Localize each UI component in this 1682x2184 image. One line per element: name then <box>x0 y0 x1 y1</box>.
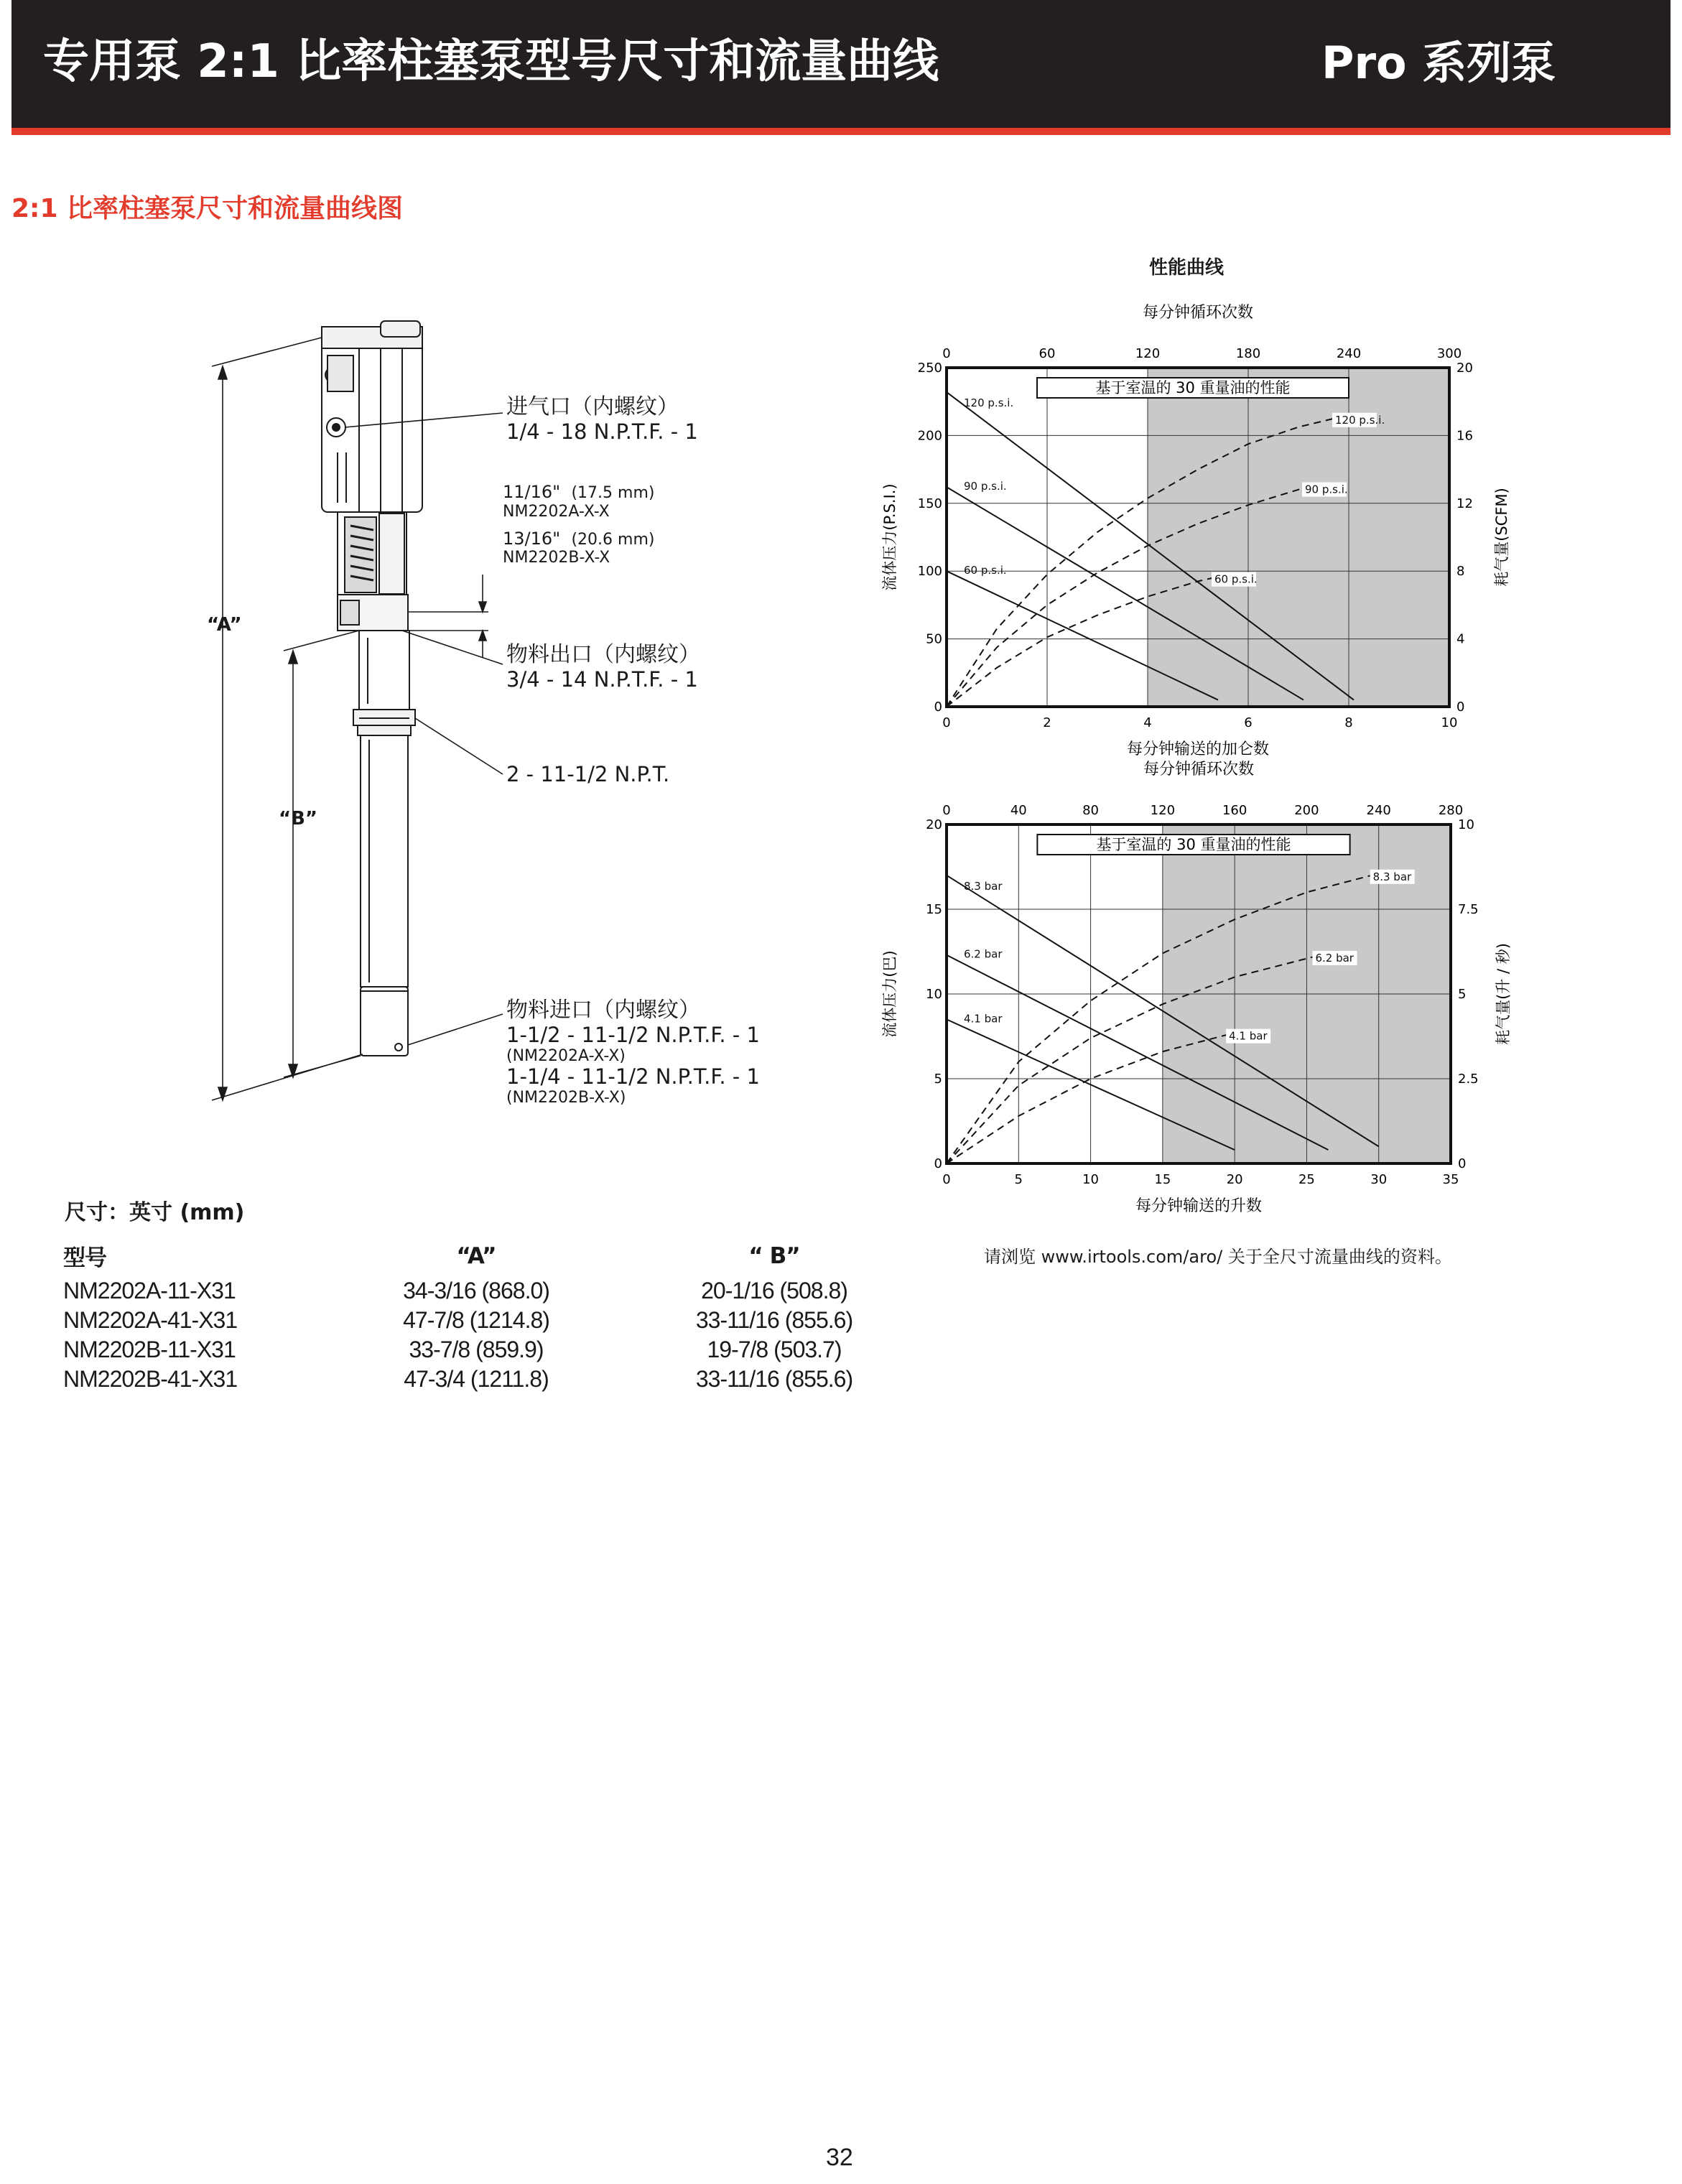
header-b: “ B” <box>748 1242 800 1269</box>
dimensions-header-row <box>63 1240 932 1276</box>
x-tick-label: 35 <box>1442 1172 1459 1187</box>
air-inlet-callout <box>506 395 698 444</box>
top-tick-label: 280 <box>1438 803 1464 818</box>
y2-tick-label: 0 <box>1458 1156 1467 1171</box>
table-row <box>63 1335 932 1365</box>
top-axis-label: 每分钟循环次数 <box>1143 761 1255 779</box>
y2-tick-label: 7.5 <box>1458 902 1479 917</box>
dim-b-cell: 20-1/16 (508.8) <box>701 1278 847 1304</box>
x-tick-label: 20 <box>1226 1172 1243 1187</box>
top-tick-label: 0 <box>942 803 951 818</box>
top-axis-label: 每分钟循环次数 <box>1142 304 1254 322</box>
dim-b-cell: 33-11/16 (855.6) <box>695 1307 853 1333</box>
y-tick-label: 50 <box>926 631 942 647</box>
header-a: “A” <box>456 1242 496 1269</box>
chart-title: 基于室温的 30 重量油的性能 <box>1096 836 1291 853</box>
page-title: 专用泵 2:1 比率柱塞泵型号尺寸和流量曲线 <box>43 35 939 88</box>
y-tick-label: 20 <box>926 817 942 832</box>
air-inlet-spec: 1/4 - 18 N.P.T.F. - 1 <box>506 419 698 444</box>
dimensions-title: 尺寸：英寸 (mm) <box>65 1200 245 1225</box>
model-cell: NM2202A-11-X31 <box>63 1278 236 1304</box>
dim-a-cell: 34-3/16 (868.0) <box>403 1278 549 1304</box>
dimension-a-label: “A” <box>207 614 242 636</box>
table-row <box>63 1365 932 1394</box>
pump-tube <box>361 735 408 987</box>
top-tick-label: 200 <box>1294 803 1319 818</box>
x-tick-label: 30 <box>1370 1172 1388 1187</box>
material-inlet-model-a: (NM2202A-X-X) <box>506 1046 626 1065</box>
series-title: Pro 系列泵 <box>1321 37 1556 89</box>
top-tick-label: 120 <box>1150 803 1176 818</box>
air-consumption-label: 60 p.s.i. <box>1214 572 1258 586</box>
bung-spec: 2 - 11-1/2 N.P.T. <box>506 762 670 786</box>
material-inlet-spec-b: 1-1/4 - 11-1/2 N.P.T.F. - 1 <box>506 1064 760 1089</box>
dim-a-cell: 47-7/8 (1214.8) <box>403 1307 549 1333</box>
top-tick-label: 0 <box>942 346 951 361</box>
x-tick-label: 4 <box>1143 715 1152 730</box>
air-consumption-label: 120 p.s.i. <box>1335 413 1385 427</box>
dimensions-table <box>63 1240 932 1394</box>
y-tick-label: 100 <box>917 564 942 580</box>
pressure-line-label: 8.3 bar <box>964 879 1003 893</box>
wrench-model-a: NM2202A-X-X <box>503 502 610 521</box>
y-tick-label: 10 <box>926 987 942 1002</box>
pressure-line-label: 90 p.s.i. <box>964 480 1007 493</box>
y2-tick-label: 16 <box>1456 428 1473 444</box>
pressure-line-label: 120 p.s.i. <box>964 396 1014 409</box>
y2-tick-label: 0 <box>1456 700 1465 715</box>
y-tick-label: 5 <box>934 1072 942 1087</box>
performance-chart-metric <box>862 747 1523 1235</box>
air-consumption-label: 90 p.s.i. <box>1305 483 1348 496</box>
x-tick-label: 25 <box>1298 1172 1315 1187</box>
wrench-size-a-mm: (17.5 mm) <box>571 484 655 502</box>
model-cell: NM2202B-41-X31 <box>63 1366 238 1392</box>
dim-b-cell: 19-7/8 (503.7) <box>707 1337 842 1362</box>
x-tick-label: 6 <box>1244 715 1253 730</box>
table-row <box>63 1306 932 1335</box>
x-tick-label: 15 <box>1154 1172 1171 1187</box>
x-tick-label: 0 <box>942 1172 951 1187</box>
y2-tick-label: 12 <box>1456 496 1473 511</box>
air-inlet-title: 进气口（内螺纹） <box>506 394 679 419</box>
x-tick-label: 0 <box>942 715 951 730</box>
model-cell: NM2202A-41-X31 <box>63 1307 238 1333</box>
performance-chart-imperial <box>862 294 1523 768</box>
reference-note: 请浏览 www.irtools.com/aro/ 关于全尺寸流量曲线的资料。 <box>984 1247 1452 1267</box>
pressure-line-label: 4.1 bar <box>964 1012 1003 1026</box>
dimension-b-label: “B” <box>279 808 317 830</box>
air-consumption-label: 8.3 bar <box>1372 870 1412 883</box>
material-outlet-title: 物料出口（内螺纹） <box>506 642 700 667</box>
shaded-region <box>1148 368 1449 707</box>
y-tick-label: 0 <box>934 700 942 715</box>
top-tick-label: 240 <box>1366 803 1391 818</box>
x-tick-label: 2 <box>1043 715 1051 730</box>
pressure-line-label: 60 p.s.i. <box>964 564 1007 577</box>
chart-title: 基于室温的 30 重量油的性能 <box>1095 379 1291 396</box>
dim-b-cell: 33-11/16 (855.6) <box>695 1366 853 1392</box>
material-inlet-port <box>395 1044 402 1051</box>
chart-heading: 性能曲线 <box>1149 257 1225 279</box>
y-tick-label: 200 <box>917 428 942 444</box>
wrench-size-b: 13/16" <box>503 528 561 549</box>
y2-tick-label: 4 <box>1456 631 1465 647</box>
page-number: 32 <box>826 2144 853 2171</box>
y2-tick-label: 5 <box>1458 987 1467 1002</box>
material-inlet-spec-a: 1-1/2 - 11-1/2 N.P.T.F. - 1 <box>506 1022 760 1047</box>
y-tick-label: 0 <box>934 1156 942 1171</box>
y2-tick-label: 8 <box>1456 564 1465 580</box>
material-inlet-callout <box>506 998 760 1107</box>
top-tick-label: 160 <box>1222 803 1247 818</box>
x-tick-label: 10 <box>1082 1172 1100 1187</box>
pressure-line-label: 6.2 bar <box>964 947 1003 961</box>
dim-a-cell: 47-3/4 (1211.8) <box>404 1366 549 1392</box>
y2-tick-label: 20 <box>1456 361 1473 376</box>
material-inlet-model-b: (NM2202B-X-X) <box>506 1089 626 1107</box>
section-heading: 2:1 比率柱塞泵尺寸和流量曲线图 <box>11 194 404 223</box>
air-consumption-label: 6.2 bar <box>1315 952 1354 965</box>
x-tick-label: 5 <box>1014 1172 1023 1187</box>
dim-a-cell: 33-7/8 (859.9) <box>409 1337 544 1362</box>
y2-tick-label: 10 <box>1458 817 1474 832</box>
top-tick-label: 80 <box>1082 803 1100 818</box>
y2-axis-label: 耗气量(升 / 秒) <box>1495 943 1512 1045</box>
x-axis-label: 每分钟输送的加仑数 <box>1126 740 1270 758</box>
top-tick-label: 60 <box>1039 346 1056 361</box>
bung-callout <box>506 763 669 786</box>
header-accent-stripe <box>11 128 1671 135</box>
air-consumption-label: 4.1 bar <box>1229 1029 1268 1043</box>
wrench-model-b: NM2202B-X-X <box>503 549 610 567</box>
y2-axis-label: 耗气量(SCFM) <box>1493 488 1510 587</box>
table-row <box>63 1276 932 1306</box>
material-inlet-title: 物料进口（内螺纹） <box>506 998 700 1023</box>
material-outlet-callout <box>506 643 700 692</box>
top-tick-label: 180 <box>1235 346 1261 361</box>
y-tick-label: 150 <box>917 496 942 511</box>
wrench-size-b-mm: (20.6 mm) <box>571 530 655 549</box>
y-axis-label: 流体压力(P.S.I.) <box>881 483 898 591</box>
wrench-size-callout <box>503 483 654 567</box>
y-tick-label: 250 <box>917 361 942 376</box>
model-cell: NM2202B-11-X31 <box>63 1337 236 1362</box>
x-tick-label: 10 <box>1441 715 1458 730</box>
x-axis-label: 每分钟输送的升数 <box>1135 1197 1263 1215</box>
top-tick-label: 300 <box>1436 346 1462 361</box>
y-tick-label: 15 <box>926 902 942 917</box>
top-tick-label: 240 <box>1336 346 1362 361</box>
top-tick-label: 120 <box>1135 346 1161 361</box>
y-axis-label: 流体压力(巴) <box>881 950 898 1038</box>
wrench-size-a: 11/16" <box>503 482 561 502</box>
y2-tick-label: 2.5 <box>1458 1072 1479 1087</box>
pump-diagram <box>201 309 531 1113</box>
material-outlet-spec: 3/4 - 14 N.P.T.F. - 1 <box>506 666 698 692</box>
x-tick-label: 8 <box>1344 715 1353 730</box>
top-tick-label: 40 <box>1010 803 1027 818</box>
header-model: 型号 <box>63 1245 106 1271</box>
